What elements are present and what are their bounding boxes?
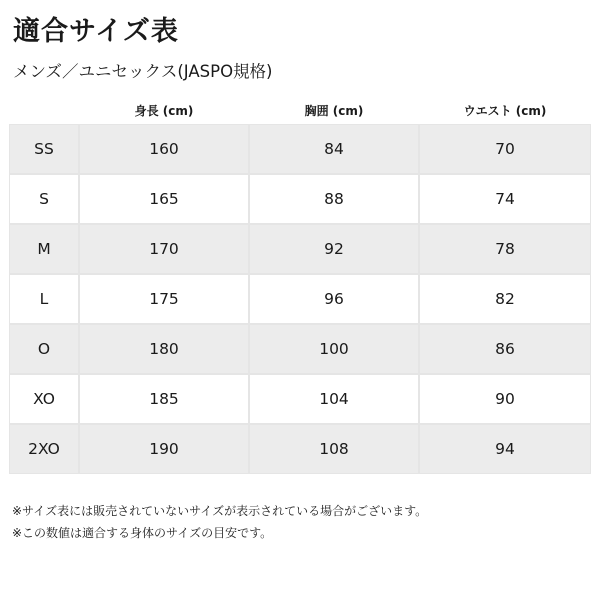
size-cell: L [10, 275, 78, 323]
waist-cell: 90 [420, 375, 590, 423]
column-header-chest: 胸囲 (cm) [304, 104, 364, 118]
chest-cell: 88 [250, 175, 418, 223]
chest-cell: 84 [250, 125, 418, 173]
notes [12, 500, 427, 544]
height-cell: 160 [80, 125, 248, 173]
waist-cell: 78 [420, 225, 590, 273]
height-cell: 165 [80, 175, 248, 223]
size-cell: O [10, 325, 78, 373]
chest-cell: 96 [250, 275, 418, 323]
note-text: ※この数値は適合する身体のサイズの目安です。 [12, 526, 273, 540]
size-cell: XO [10, 375, 78, 423]
waist-cell: 86 [420, 325, 590, 373]
chest-cell: 100 [250, 325, 418, 373]
height-cell: 175 [80, 275, 248, 323]
page-subtitle: メンズ／ユニセックス(JASPO規格) [13, 62, 273, 81]
waist-cell: 70 [420, 125, 590, 173]
table-row [10, 325, 590, 373]
height-cell: 170 [80, 225, 248, 273]
size-table [9, 97, 591, 474]
table-row [10, 225, 590, 273]
size-cell: 2XO [10, 425, 78, 473]
waist-cell: 94 [420, 425, 590, 473]
table-row [10, 275, 590, 323]
chest-cell: 108 [250, 425, 418, 473]
page-title: 適合サイズ表 [13, 16, 179, 47]
waist-cell: 74 [420, 175, 590, 223]
size-cell: S [10, 175, 78, 223]
table-row [10, 175, 590, 223]
chest-cell: 104 [250, 375, 418, 423]
column-header-height: 身長 (cm) [134, 104, 194, 118]
table-body [9, 124, 591, 474]
note-text: ※サイズ表には販売されていないサイズが表示されている場合がございます。 [12, 504, 428, 518]
height-cell: 185 [80, 375, 248, 423]
table-row [10, 425, 590, 473]
table-row [10, 125, 590, 173]
height-cell: 190 [80, 425, 248, 473]
height-cell: 180 [80, 325, 248, 373]
table-row [10, 375, 590, 423]
chest-cell: 92 [250, 225, 418, 273]
size-cell: M [10, 225, 78, 273]
table-header-row [9, 97, 591, 124]
waist-cell: 82 [420, 275, 590, 323]
size-cell: SS [10, 125, 78, 173]
column-header-waist: ウエスト (cm) [463, 104, 547, 118]
